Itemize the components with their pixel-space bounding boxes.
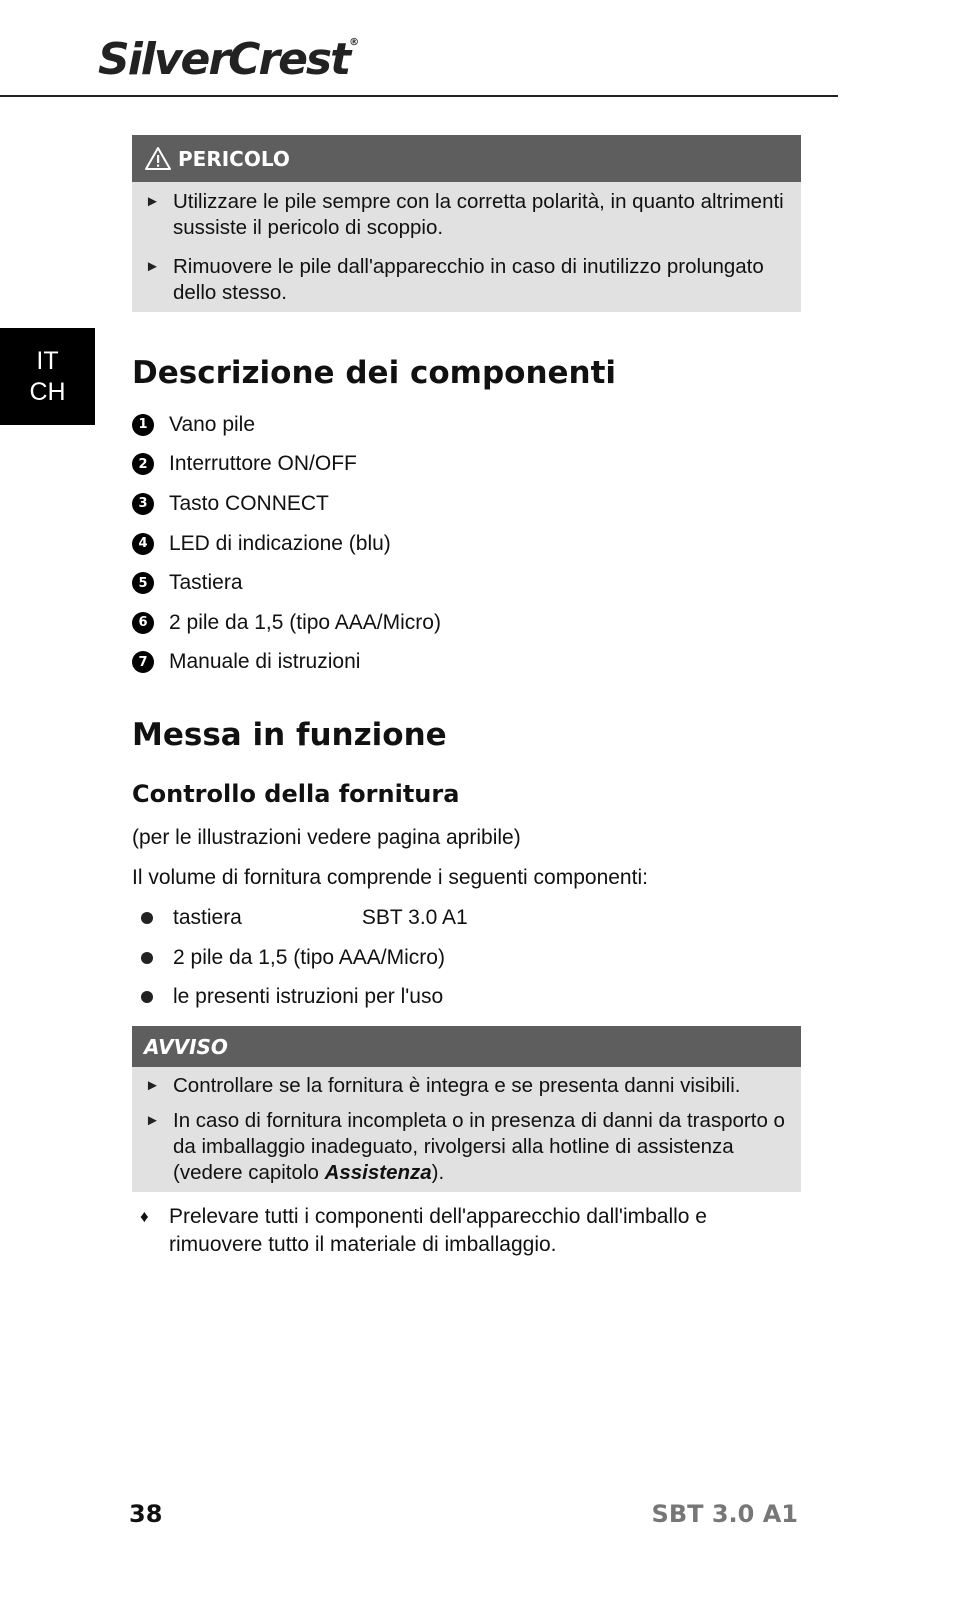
- footer-model: SBT 3.0 A1: [651, 1500, 798, 1528]
- component-label: Manuale di istruzioni: [169, 650, 361, 674]
- list-item: [132, 405, 441, 445]
- arrow-right-icon: ►: [145, 1112, 160, 1129]
- list-item: [132, 445, 441, 485]
- delivery-item-label: le presenti istruzioni per l'uso: [173, 985, 444, 1009]
- lang-code-ch: CH: [29, 377, 66, 406]
- danger-header: [132, 135, 801, 182]
- list-item: [132, 977, 468, 1017]
- list-item: [132, 898, 468, 938]
- advice-header: [132, 1026, 801, 1067]
- diamond-bullet-icon: ♦: [140, 1207, 149, 1226]
- danger-box: [132, 135, 801, 312]
- danger-title: PERICOLO: [178, 146, 290, 171]
- delivery-item-label: tastiera: [173, 905, 242, 929]
- danger-item: [132, 254, 801, 306]
- lang-code-it: IT: [36, 346, 59, 375]
- assistance-reference: Assistenza: [324, 1161, 432, 1184]
- number-badge: 2: [132, 453, 154, 475]
- component-label: Vano pile: [169, 412, 256, 436]
- list-item: [132, 563, 441, 603]
- arrow-right-icon: ►: [145, 1077, 160, 1094]
- list-item: [132, 603, 441, 643]
- delivery-list: [132, 898, 468, 1017]
- language-tab: [0, 328, 95, 425]
- number-badge: 7: [132, 651, 154, 673]
- arrow-right-icon: ►: [145, 193, 160, 210]
- unpack-step: [132, 1203, 802, 1259]
- advice-item-text: In caso di fornitura incompleta o in presenza di danni da trasporto o da imballaggio inadeguato, rivolgersi alla hotline di assistenza (vedere capitolo Assistenza).: [173, 1109, 785, 1184]
- components-list: [132, 405, 441, 682]
- component-label: LED di indicazione (blu): [169, 531, 391, 555]
- list-item: [132, 524, 441, 564]
- number-badge: 6: [132, 612, 154, 634]
- component-label: 2 pile da 1,5 (tipo AAA/Micro): [169, 610, 441, 634]
- list-item: [132, 938, 468, 978]
- bullet-dot: [141, 952, 153, 964]
- header-rule: [0, 95, 838, 97]
- danger-item: [132, 189, 801, 241]
- component-label: Interruttore ON/OFF: [169, 452, 357, 476]
- number-badge: 5: [132, 572, 154, 594]
- component-label: Tasto CONNECT: [169, 491, 329, 515]
- list-item: [132, 643, 441, 683]
- page-number: 38: [129, 1500, 163, 1528]
- arrow-right-icon: ►: [145, 258, 160, 275]
- danger-item-text: Rimuovere le pile dall'apparecchio in caso di inutilizzo prolungato dello stesso.: [173, 255, 764, 304]
- components-heading: Descrizione dei componenti: [132, 355, 617, 391]
- unpack-step-text: Prelevare tutti i componenti dell'apparecchio dall'imballo e rimuovere tutto il materiale di imballaggio.: [169, 1205, 707, 1256]
- number-badge: 3: [132, 493, 154, 515]
- bullet-dot: [141, 991, 153, 1003]
- component-label: Tastiera: [169, 571, 243, 595]
- illustration-note: (per le illustrazioni vedere pagina apribile): [132, 826, 521, 849]
- setup-heading: Messa in funzione: [132, 717, 447, 753]
- advice-item: [132, 1108, 801, 1186]
- list-item: [132, 484, 441, 524]
- advice-item: [132, 1073, 801, 1099]
- delivery-item-label: 2 pile da 1,5 (tipo AAA/Micro): [173, 945, 445, 969]
- delivery-intro: Il volume di fornitura comprende i seguenti componenti:: [132, 866, 648, 889]
- number-badge: 4: [132, 533, 154, 555]
- bullet-dot: [141, 912, 153, 924]
- registered-mark: ®: [349, 37, 360, 48]
- number-badge: 1: [132, 414, 154, 436]
- delivery-item-model: SBT 3.0 A1: [361, 905, 468, 929]
- advice-title: AVVISO: [144, 1034, 228, 1059]
- brand-logo: SilverCrest®: [98, 34, 360, 85]
- advice-item-text: Controllare se la fornitura è integra e se presenta danni visibili.: [173, 1074, 741, 1097]
- advice-box: [132, 1026, 801, 1192]
- delivery-check-heading: Controllo della fornitura: [132, 780, 460, 808]
- danger-item-text: Utilizzare le pile sempre con la corretta polarità, in quanto altrimenti sussiste il pericolo di scoppio.: [173, 190, 784, 239]
- warning-triangle-icon: [144, 146, 172, 171]
